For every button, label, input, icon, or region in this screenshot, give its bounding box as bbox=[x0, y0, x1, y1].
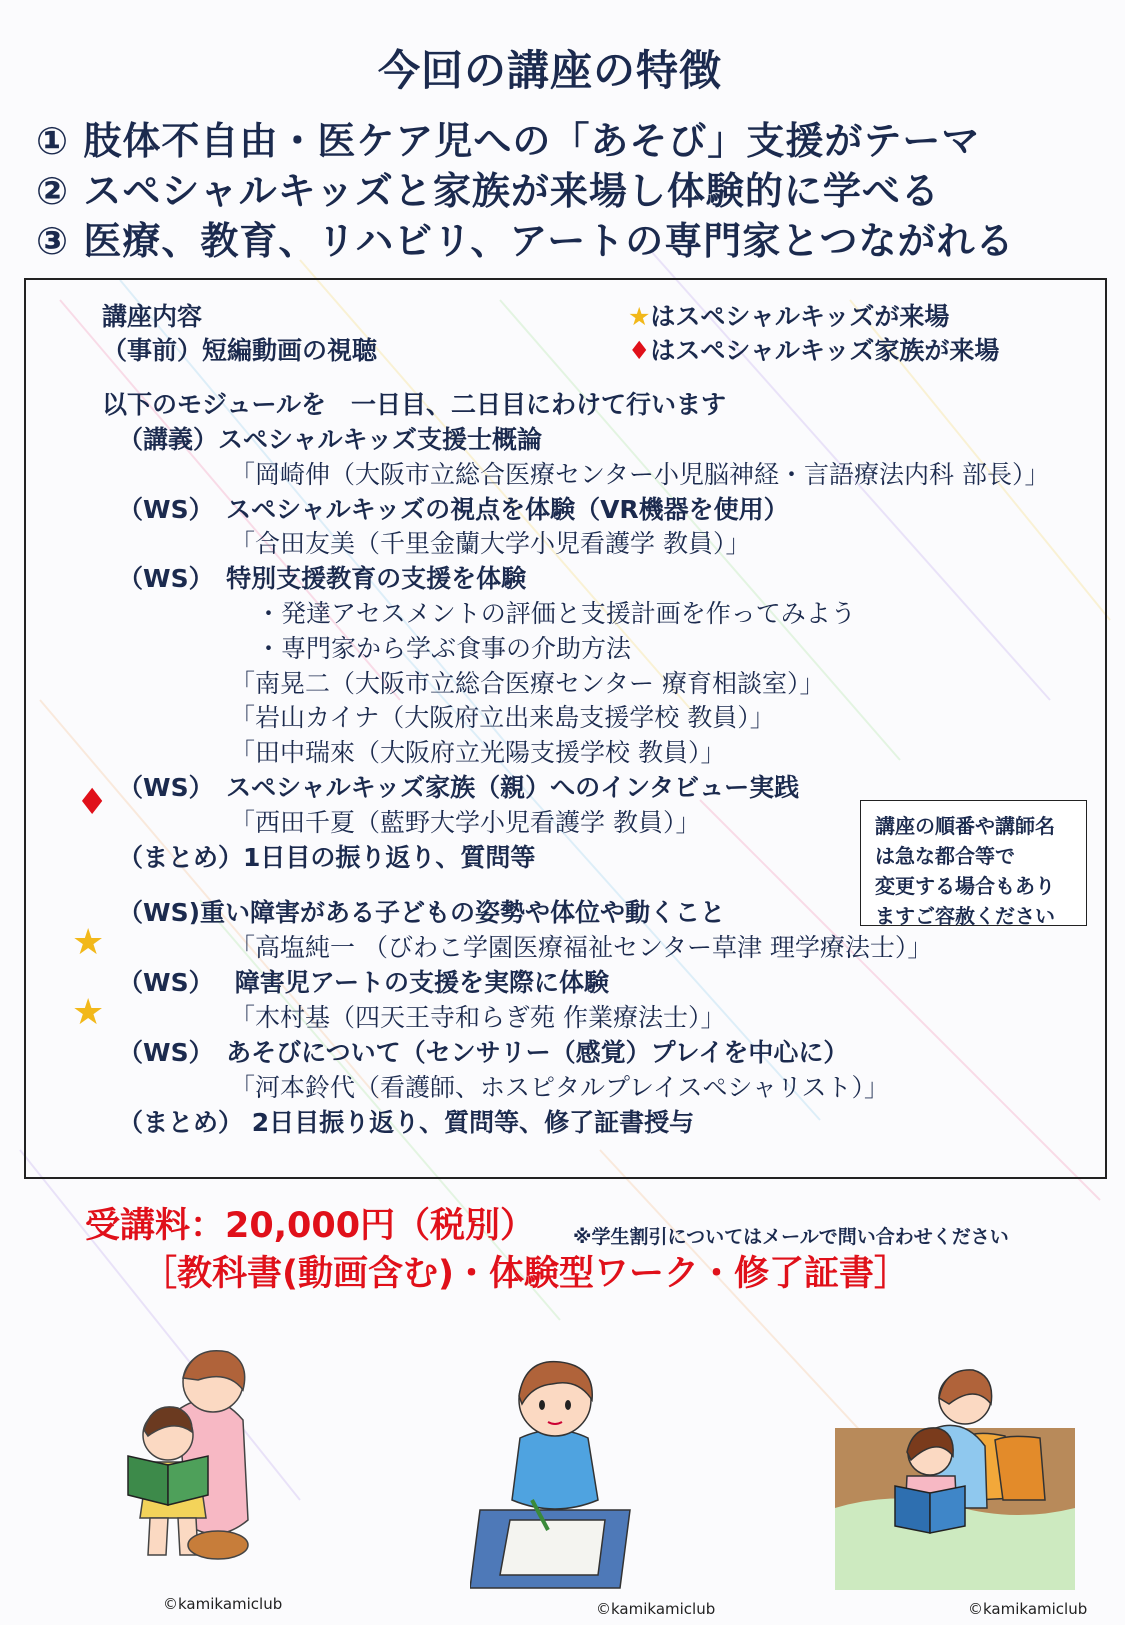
page-title: 今回の講座の特徴 bbox=[377, 46, 722, 95]
module-line: （WS） 障害児アートの支援を実際に体験 bbox=[118, 968, 610, 997]
student-discount-note: ※学生割引についてはメールで問い合わせください bbox=[573, 1226, 1009, 1248]
fee-includes: ［教科書(動画含む)・体験型ワーク・修了証書］ bbox=[142, 1254, 909, 1294]
star-icon: ★ bbox=[72, 922, 105, 963]
instructor-line: 「木村基（四天王寺和らぎ苑 作業療法士）」 bbox=[230, 1003, 726, 1032]
module-line: （WS） スペシャルキッズの視点を体験（VR機器を使用） bbox=[118, 495, 789, 524]
copyright-credit: ©kamikamiclub bbox=[596, 1600, 716, 1618]
module-line: （講義）スペシャルキッズ支援士概論 bbox=[118, 425, 543, 454]
module-line: （WS） 特別支援教育の支援を体験 bbox=[118, 564, 527, 593]
feature-3: ③ 医療、教育、リハビリ、アートの専門家とつながれる bbox=[36, 219, 1015, 263]
instructor-line: 「南晃二（大阪市立総合医療センター 療育相談室）」 bbox=[230, 669, 825, 698]
fee-main: 受講料：20,000円（税別） bbox=[85, 1206, 536, 1246]
course-intro: 以下のモジュールを 一日目、二日目にわけて行います bbox=[102, 390, 727, 419]
module-line: （WS） スペシャルキッズ家族（親）へのインタビュー実践 bbox=[118, 773, 800, 802]
bed-reading-illustration bbox=[835, 1358, 1075, 1590]
sub-item: ・発達アセスメントの評価と支援計画を作ってみよう bbox=[256, 599, 856, 628]
diamond-icon: ♦ bbox=[628, 336, 651, 365]
module-line: （WS)重い障害がある子どもの姿勢や体位や動くこと bbox=[118, 898, 726, 927]
feature-1: ① 肢体不自由・医ケア児への「あそび」支援がテーマ bbox=[36, 119, 981, 163]
module-line: （WS） あそびについて（センサリー（感覚）プレイを中心に） bbox=[118, 1038, 849, 1067]
sub-item: ・専門家から学ぶ食事の介助方法 bbox=[256, 634, 632, 663]
instructor-line: 「岡崎伸（大阪市立総合医療センター小児脳神経・言語療法内科 部長）」 bbox=[230, 460, 1050, 489]
course-pre: （事前）短編動画の視聴 bbox=[102, 336, 378, 365]
legend-diamond: ♦はスペシャルキッズ家族が来場 bbox=[628, 336, 1000, 365]
course-heading: 講座内容 bbox=[102, 302, 203, 331]
star-icon: ★ bbox=[628, 302, 651, 331]
diamond-icon: ♦ bbox=[76, 782, 109, 823]
instructor-line: 「河本鈴代（看護師、ホスピタルプレイスペシャリスト）」 bbox=[230, 1073, 890, 1102]
summary-line: （まとめ）1日目の振り返り、質問等 bbox=[118, 843, 536, 872]
instructor-line: 「西田千夏（藍野大学小児看護学 教員）」 bbox=[230, 808, 701, 837]
mother-child-reading-illustration bbox=[118, 1340, 268, 1570]
copyright-credit: ©kamikamiclub bbox=[163, 1595, 283, 1613]
summary-line: （まとめ） 2日目振り返り、質問等、修了証書授与 bbox=[118, 1108, 695, 1137]
schedule-change-notice: 講座の順番や講師名 は急な都合等で 変更する場合もあり ますご容赦ください bbox=[860, 800, 1087, 926]
instructor-line: 「合田友美（千里金蘭大学小児看護学 教員）」 bbox=[230, 529, 751, 558]
child-drawing-illustration bbox=[470, 1350, 640, 1590]
instructor-line: 「岩山カイナ（大阪府立出来島支援学校 教員）」 bbox=[230, 703, 775, 732]
copyright-credit: ©kamikamiclub bbox=[968, 1600, 1088, 1618]
star-icon: ★ bbox=[72, 992, 105, 1033]
instructor-line: 「高塩純一 （びわこ学園医療福祉センター草津 理学療法士）」 bbox=[230, 933, 933, 962]
instructor-line: 「田中瑞來（大阪府立光陽支援学校 教員）」 bbox=[230, 738, 726, 767]
legend-star: ★はスペシャルキッズが来場 bbox=[628, 302, 950, 331]
feature-2: ② スペシャルキッズと家族が来場し体験的に学べる bbox=[36, 169, 940, 213]
